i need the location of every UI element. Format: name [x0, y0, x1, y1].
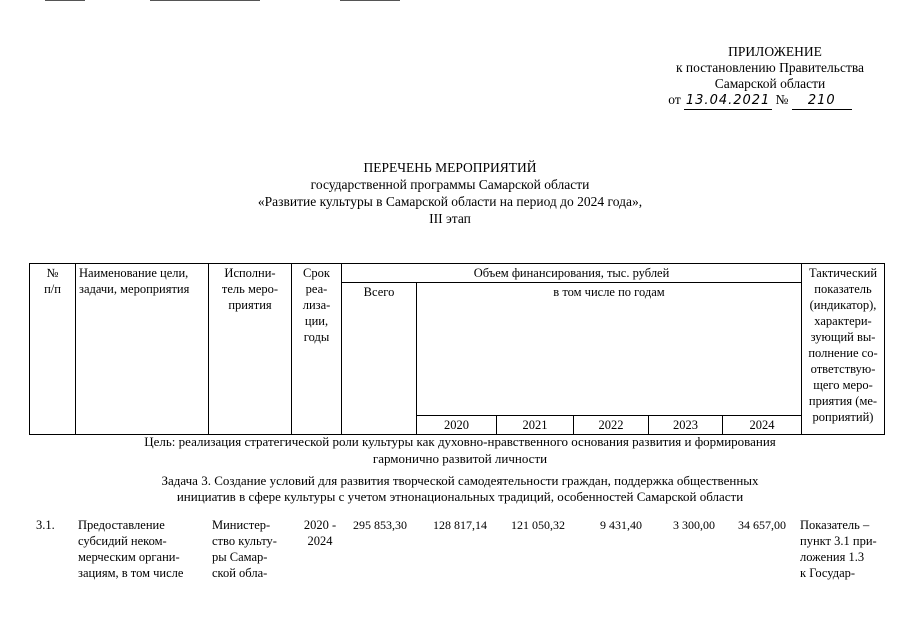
row-2023: 3 300,00 [673, 518, 715, 532]
row-term: 2020 - 2024 [303, 518, 337, 548]
col-header-years-group: в том числе по годам [417, 283, 802, 416]
col-header-year-2024: 2024 [723, 416, 802, 435]
appendix-line1: к постановлению Правительства [675, 60, 865, 75]
row-2022: 9 431,40 [600, 518, 642, 532]
goal-line2: гармонично развитой личности [372, 451, 548, 466]
measures-table-header [29, 263, 885, 435]
col-header-year-2022: 2022 [574, 416, 649, 435]
col-header-no: № п/п [30, 264, 76, 435]
row-measure-name: Предоставление субсидий неком- мерческим органи- зациям, в том числе [78, 518, 184, 580]
scan-speck [150, 0, 260, 1]
appendix-date-line [620, 92, 900, 110]
handwritten-date: 13.04.2021 [685, 93, 771, 108]
col-header-executor: Исполни- тель меро- приятия [209, 264, 292, 435]
handwritten-number: 210 [792, 93, 852, 110]
row-number: 3.1. [36, 518, 55, 532]
col-header-year-2021: 2021 [497, 416, 574, 435]
appendix-line2: Самарской области [714, 76, 826, 91]
number-label: № [775, 92, 789, 107]
row-indicator: Показатель – пункт 3.1 при- ложения 1.3 к Государ- [800, 518, 877, 580]
title-line4: III этап [429, 211, 471, 226]
row-2020: 128 817,14 [433, 518, 487, 532]
col-header-volume: Объем финансирования, тыс. рублей [342, 264, 802, 283]
title-line3: «Развитие культуры в Самарской области на период до 2024 года», [257, 194, 643, 209]
goal-line1: Цель: реализация стратегической роли культуры как духовно-нравственного основания развития и формирования [144, 434, 776, 449]
col-header-year-2020: 2020 [417, 416, 497, 435]
document-title [150, 159, 750, 227]
appendix-title: ПРИЛОЖЕНИЕ [728, 44, 822, 59]
col-header-total: Всего [342, 283, 417, 435]
scan-speck [45, 0, 85, 1]
task-text [60, 473, 860, 505]
task-line1: Задача 3. Создание условий для развития творческой самодеятельности граждан, поддержка общественных [161, 473, 759, 488]
row-executor: Министер- ство культу- ры Самар- ской обла- [212, 518, 277, 580]
task-line2: инициатив в сфере культуры с учетом этнонациональных традиций, особенностей Самарской области [176, 489, 744, 504]
col-header-year-2023: 2023 [649, 416, 723, 435]
goal-text [60, 433, 860, 467]
scan-speck [340, 0, 400, 1]
row-2024: 34 657,00 [738, 518, 786, 532]
row-total: 295 853,30 [353, 518, 407, 532]
from-label: от [668, 92, 681, 107]
title-line1: ПЕРЕЧЕНЬ МЕРОПРИЯТИЙ [363, 160, 537, 175]
appendix-block [640, 44, 900, 110]
row-2021: 121 050,32 [511, 518, 565, 532]
col-header-indicator: Тактический показатель (индикатор), характери- зующий вы- полнение со- ответствую- щего меро- приятия (ме- роприятий) [802, 264, 885, 435]
col-header-name: Наименование цели, задачи, мероприятия [76, 264, 209, 435]
title-line2: государственной программы Самарской области [310, 177, 590, 192]
col-header-term: Срок реа- лиза- ции, годы [292, 264, 342, 435]
